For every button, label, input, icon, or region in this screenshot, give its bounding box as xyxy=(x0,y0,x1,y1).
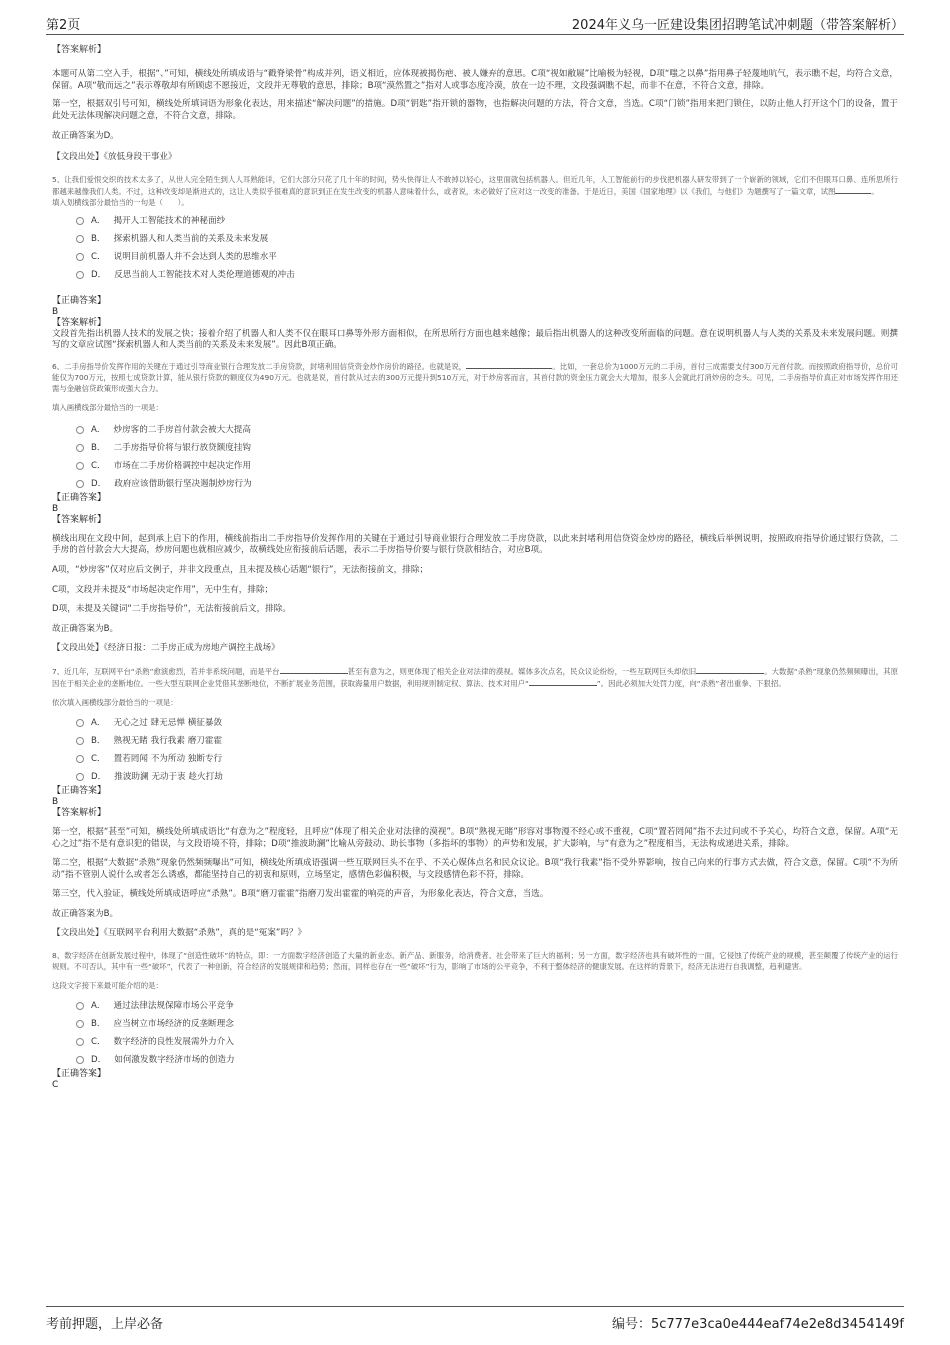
radio-icon[interactable] xyxy=(76,253,84,261)
document-id: 编号：5c777e3ca0e444eaf74e2e8d3454149f xyxy=(611,1317,904,1332)
question-5-options xyxy=(52,212,898,284)
explain-paragraph: 第一空，根据双引号可知，横线处所填词语为形象化表达，用来描述“解决问题”的措施。D项“钥匙”指开锁的器物，也指解决问题的方法，符合文意，当选。C项“门锁”指用来把门锁住，以防止他人打开这个门的设备，置于此处无法体现解决问题之意，不符合文意，排除。 xyxy=(52,99,898,121)
option-d[interactable]: D． 如何激发数字经济市场的创造力 xyxy=(76,1051,898,1069)
question-8-stem: 8、数字经济在创新发展过程中，体现了“创造性破坏”的特点，即：一方面数字经济创造了大量的新业态、新产品、新服务，给消费者、社会带来了巨大的福利；另一方面，数字经济也具有破坏性的一面，它侵蚀了传统产业的规模，甚至颠覆了传统产业的运行规则。不可否认，其中有一些“破坏”，代表了一种创新，符合经济的发展规律和趋势；然而，同样也存在一些“破坏”行为，影响了市场的公平竞争，不利于整体经济的健康发展。在这样的背景下，经济无法进行自我调整，趋利避害。 xyxy=(52,951,898,972)
radio-icon[interactable] xyxy=(76,462,84,470)
option-a[interactable]: A． 揭开人工智能技术的神秘面纱 xyxy=(76,212,898,230)
question-7-prompt: 依次填入画横线部分最恰当的一项是： xyxy=(52,697,178,707)
fill-blank xyxy=(529,677,597,686)
explain-label: 【答案解析】 xyxy=(52,807,107,818)
radio-icon[interactable] xyxy=(76,1020,84,1028)
explain-paragraph: 横线出现在文段中间，起到承上启下的作用，横线前指出二手房指导价发挥作用的关键在于通过引导商业银行合理发放二手房贷款，以此来封堵利用信贷资金炒房的路径，横线后举例说明，按照政府指导价通过银行贷款，二手房的首付款会大大提高，炒房问题也就相应减少，故横线处应衔接前后话题，表示二手房指导价要与银行贷款相结合，对应B项。 xyxy=(52,533,898,556)
page-header xyxy=(46,12,904,35)
radio-icon[interactable] xyxy=(76,235,84,243)
radio-icon[interactable] xyxy=(76,737,84,745)
question-5-stem: 5、让我们爱恨交织的技术太多了，从世人完全陌生到人人耳熟能详，它们大部分只花了几十年的时间，势头快得让人不敢掉以轻心，这里面就包括机器人。但近几年，人工智能前行的步伐把机器人研发带到了一个崭新的领域，它们不但眼耳口鼻、连所思所行都越来越像我们人类。不过，这种改变却是渐进式的，这让人类似乎很难真的意识到正在发生改变的机器人意味着什么，或者说，未必做好了应对这一改变的准备。于是近日，美国《国家地理》以《我们，与他们》为题撰写了一篇文章，试图 。 xyxy=(52,174,898,196)
answer-value: B xyxy=(52,306,59,317)
fill-blank xyxy=(466,360,552,369)
question-7-stem: 7、近几年，互联网平台“杀熟”愈演愈烈，若并非系统问题，而是平台 甚至有意为之，则更体现了相关企业对法律的漠视。媒体多次点名，民众议论纷纷，一些互联网巨头却依旧 。大数据“杀熟”现象仍然频频曝出，其原因在于相关企业的垄断地位。一些大型互联网企业凭借其垄断地位，不断扩展业务范围，获取海量用户数据，利用规则制定权、算法、技术对用户“ ”。因此必须加大处罚力度，向“杀熟”者出重拳、下狠招。 xyxy=(52,666,898,688)
question-5-prompt: 填入划横线部分最恰当的一句是（ ）。 xyxy=(52,197,189,207)
option-c[interactable]: C． 市场在二手房价格调控中起决定作用 xyxy=(76,457,898,475)
fill-blank xyxy=(280,665,348,674)
explain-paragraph: D项，未提及关键词“二手房指导价”，无法衔接前后文，排除。 xyxy=(52,604,291,615)
explain-label: 【答案解析】 xyxy=(52,514,107,525)
radio-icon[interactable] xyxy=(76,755,84,763)
answer-value: B xyxy=(52,503,59,514)
option-d[interactable]: D． 推波助澜 无动于衷 趁火打劫 xyxy=(76,768,898,786)
source-citation: 【文段出处】《经济日报：二手房正成为房地产调控主战场》 xyxy=(52,643,280,654)
option-b[interactable]: B． 探索机器人和人类当前的关系及未来发展 xyxy=(76,230,898,248)
radio-icon[interactable] xyxy=(76,271,84,279)
page-footer xyxy=(46,1306,904,1331)
answer-conclusion: 故正确答案为D。 xyxy=(52,131,119,142)
option-c[interactable]: C． 置若罔闻 不为所动 独断专行 xyxy=(76,750,898,768)
fill-blank xyxy=(696,665,764,674)
radio-icon[interactable] xyxy=(76,1002,84,1010)
radio-icon[interactable] xyxy=(76,426,84,434)
source-citation: 【文段出处】《放低身段干事业》 xyxy=(52,151,177,162)
radio-icon[interactable] xyxy=(76,444,84,452)
option-c[interactable]: C． 数字经济的良性发展需外力介入 xyxy=(76,1033,898,1051)
question-8-options xyxy=(52,997,898,1069)
radio-icon[interactable] xyxy=(76,1056,84,1064)
explain-label: 【答案解析】 xyxy=(52,317,107,328)
question-6-options xyxy=(52,421,898,493)
question-8-prompt: 这段文字接下来最可能介绍的是： xyxy=(52,981,163,991)
answer-conclusion: 故正确答案为B。 xyxy=(52,623,119,634)
explain-paragraph: 第一空，根据“甚至”可知，横线处所填成语比“有意为之”程度轻，且呼应“体现了相关企业对法律的漠视”。B项“熟视无睹”形容对事物漫不经心或不重视，C项“置若罔闻”指不去过问或不予关心，均符合文意，保留。A项“无心之过”指不是有意识犯的错误，与文段语境不符，排除；D项“推波助澜”比喻从旁鼓动、助长事物（多指坏的事物）的声势和发展，扩大影响，与“有意为之”程度相当，无法构成递进关系，排除。 xyxy=(52,826,898,849)
answer-value: C xyxy=(52,1080,59,1091)
option-d[interactable]: D． 反思当前人工智能技术对人类伦理道德观的冲击 xyxy=(76,266,898,284)
option-b[interactable]: B． 应当树立市场经济的反垄断理念 xyxy=(76,1015,898,1033)
explain-paragraph: A项，“炒房客”仅对应后文例子，并非文段重点，且未提及核心话题“银行”，无法衔接前文，排除； xyxy=(52,564,429,575)
question-6-prompt: 填入画横线部分最恰当的一项是： xyxy=(52,402,163,412)
radio-icon[interactable] xyxy=(76,773,84,781)
option-b[interactable]: B． 二手房指导价将与银行放贷额度挂钩 xyxy=(76,439,898,457)
explain-paragraph: C项，文段并未提及“市场起决定作用”，无中生有，排除； xyxy=(52,584,274,595)
answer-value: B xyxy=(52,796,59,807)
explain-label: 【答案解析】 xyxy=(52,45,107,55)
option-a[interactable]: A． 炒房客的二手房首付款会被大大提高 xyxy=(76,421,898,439)
document-title: 2024年义乌一匠建设集团招聘笔试冲刺题（带答案解析） xyxy=(571,18,904,33)
fill-blank xyxy=(835,185,871,194)
question-7-options xyxy=(52,714,898,786)
option-a[interactable]: A． 无心之过 肆无忌惮 横征暴敛 xyxy=(76,714,898,732)
page-content xyxy=(52,44,898,1091)
answer-conclusion: 故正确答案为B。 xyxy=(52,908,119,919)
explain-paragraph: 本题可从第二空入手，根据“、”可知，横线处所填成语与“戳脊梁骨”构成并列，语义相近，应体现被揭伤疤、被人嫌弃的意思。C项“视如敝屣”比喻极为轻视，D项“嗤之以鼻”指用鼻子轻蔑地吭气，表示瞧不起，均符合文意，保留。A项“敬而远之”表示尊敬却有所顾虑不愿接近，文段并无尊敬的意思，排除；B项“漠然置之”指对人或事态度冷漠，放在一边不理，文段强调瞧不起，而非不在意，不符合文意，排除。 xyxy=(52,69,898,91)
page-number: 第2页 xyxy=(46,18,81,33)
option-a[interactable]: A． 通过法律法规保障市场公平竞争 xyxy=(76,997,898,1015)
question-6-stem: 6、二手房指导价发挥作用的关键在于通过引导商业银行合理发放二手房贷款，封堵利用信贷资金炒作房价的路径。也就是说， 。比如，一套总价为1000万元的二手房，首付三成需要支付300万元首付款。而按照政府指导价，总价可能仅为700万元，按照七成贷款计算，能从银行贷款的额度仅为490万元。也就是说，首付款从过去的300万元提升到510万元，对于炒房客而言，其首付款的资金压力就会大大增加，很多人会就此打消炒房的念头。可见，二手房指导价真正对市场发挥作用还需与金融信贷政策形成强大合力。 xyxy=(52,361,898,393)
explain-paragraph: 第三空，代入验证，横线处所填成语呼应“杀熟”。B项“磨刀霍霍”指磨刀发出霍霍的响亮的声音，为形象化表达，符合文意，当选。 xyxy=(52,889,549,900)
footer-slogan: 考前押题，上岸必备 xyxy=(46,1317,164,1332)
answer-label: 【正确答案】 xyxy=(52,295,107,306)
radio-icon[interactable] xyxy=(76,1038,84,1046)
source-citation: 【文段出处】《互联网平台利用大数据“杀熟”，真的是“冤案”吗？》 xyxy=(52,928,307,939)
answer-label: 【正确答案】 xyxy=(52,1069,107,1080)
answer-label: 【正确答案】 xyxy=(52,492,107,503)
option-d[interactable]: D． 政府应该借助银行坚决遏制炒房行为 xyxy=(76,475,898,493)
option-c[interactable]: C． 说明目前机器人并不会达到人类的思维水平 xyxy=(76,248,898,266)
radio-icon[interactable] xyxy=(76,480,84,488)
answer-label: 【正确答案】 xyxy=(52,785,107,796)
radio-icon[interactable] xyxy=(76,719,84,727)
explain-paragraph: 文段首先指出机器人技术的发展之快；接着介绍了机器人和人类不仅在眼耳口鼻等外形方面相似，在所思所行方面也越来越像；最后指出机器人的这种改变所面临的问题。意在说明机器人与人类的关系及未来发展问题。则撰写的文章应试图“探索机器人和人类当前的关系及未来发展”。因此B项正确。 xyxy=(52,328,898,351)
radio-icon[interactable] xyxy=(76,217,84,225)
explain-paragraph: 第二空，根据“大数据“杀熟”现象仍然频频曝出”可知，横线处所填成语强调一些互联网巨头不在乎、不关心媒体点名和民众议论。B项“我行我素”指不受外界影响，按自己向来的行事方式去做，符合文意，保留。C项“不为所动”指不管别人说什么或者怎么诱惑，都能坚持自己的初衷和原则，立场坚定，感情色彩偏积极，与文段感情色彩不符，排除。 xyxy=(52,858,898,880)
option-b[interactable]: B． 熟视无睹 我行我素 磨刀霍霍 xyxy=(76,732,898,750)
